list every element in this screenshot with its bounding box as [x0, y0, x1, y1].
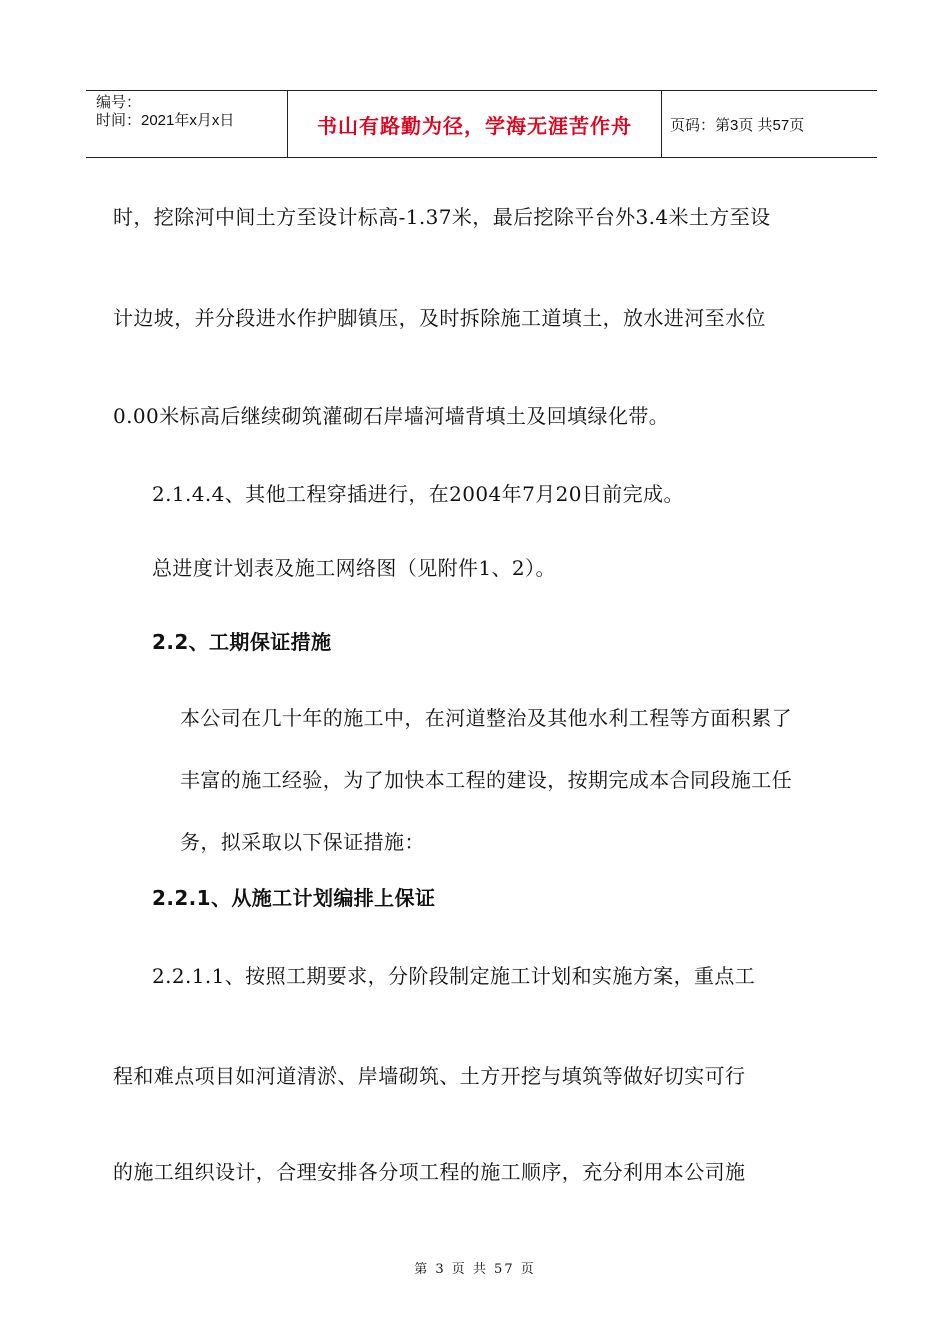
body-line: 0.00米标高后继续砌筑灌砌石岸墙河墙背填土及回填绿化带。: [113, 404, 670, 428]
body-line: 计边坡，并分段进水作护脚镇压，及时拆除施工道填土，放水进河至水位: [113, 306, 766, 330]
body-line: 丰富的施工经验，为了加快本工程的建设，按期完成本合同段施工任: [180, 768, 792, 792]
header-motto: 书山有路勤为径，学海无涯苦作舟: [317, 113, 632, 138]
page-footer: 第 3 页 共 57 页: [414, 1262, 536, 1277]
body-line: 的施工组织设计，合理安排各分项工程的施工顺序，充分利用本公司施: [113, 1160, 746, 1184]
body-line: 程和难点项目如河道清淤、岸墙砌筑、土方开挖与填筑等做好切实可行: [113, 1064, 746, 1088]
header-motto-cell: [288, 91, 662, 157]
subsection-heading: 2.2.1、从施工计划编排上保证: [152, 886, 436, 910]
document-number-label: 编号：: [96, 94, 142, 111]
section-heading: 2.2、工期保证措施: [152, 630, 332, 654]
body-line: 本公司在几十年的施工中，在河道整治及其他水利工程等方面积累了: [180, 706, 792, 730]
document-date-label: 时间：2021年x月x日: [96, 112, 235, 129]
header-page-info: 页码：第3页 共57页: [670, 116, 805, 134]
body-line: 总进度计划表及施工网络图（见附件1、2）。: [152, 556, 556, 580]
header-page-cell: [662, 91, 877, 157]
body-line: 时，挖除河中间土方至设计标高-1.37米，最后挖除平台外3.4米土方至设: [113, 205, 771, 229]
body-line: 2.2.1.1、按照工期要求，分阶段制定施工计划和实施方案，重点工: [152, 964, 756, 988]
body-line: 2.1.4.4、其他工程穿插进行，在2004年7月20日前完成。: [152, 482, 684, 506]
header-info-cell: [86, 91, 288, 157]
body-line: 务，拟采取以下保证措施：: [180, 830, 425, 854]
header-table: [86, 90, 877, 158]
